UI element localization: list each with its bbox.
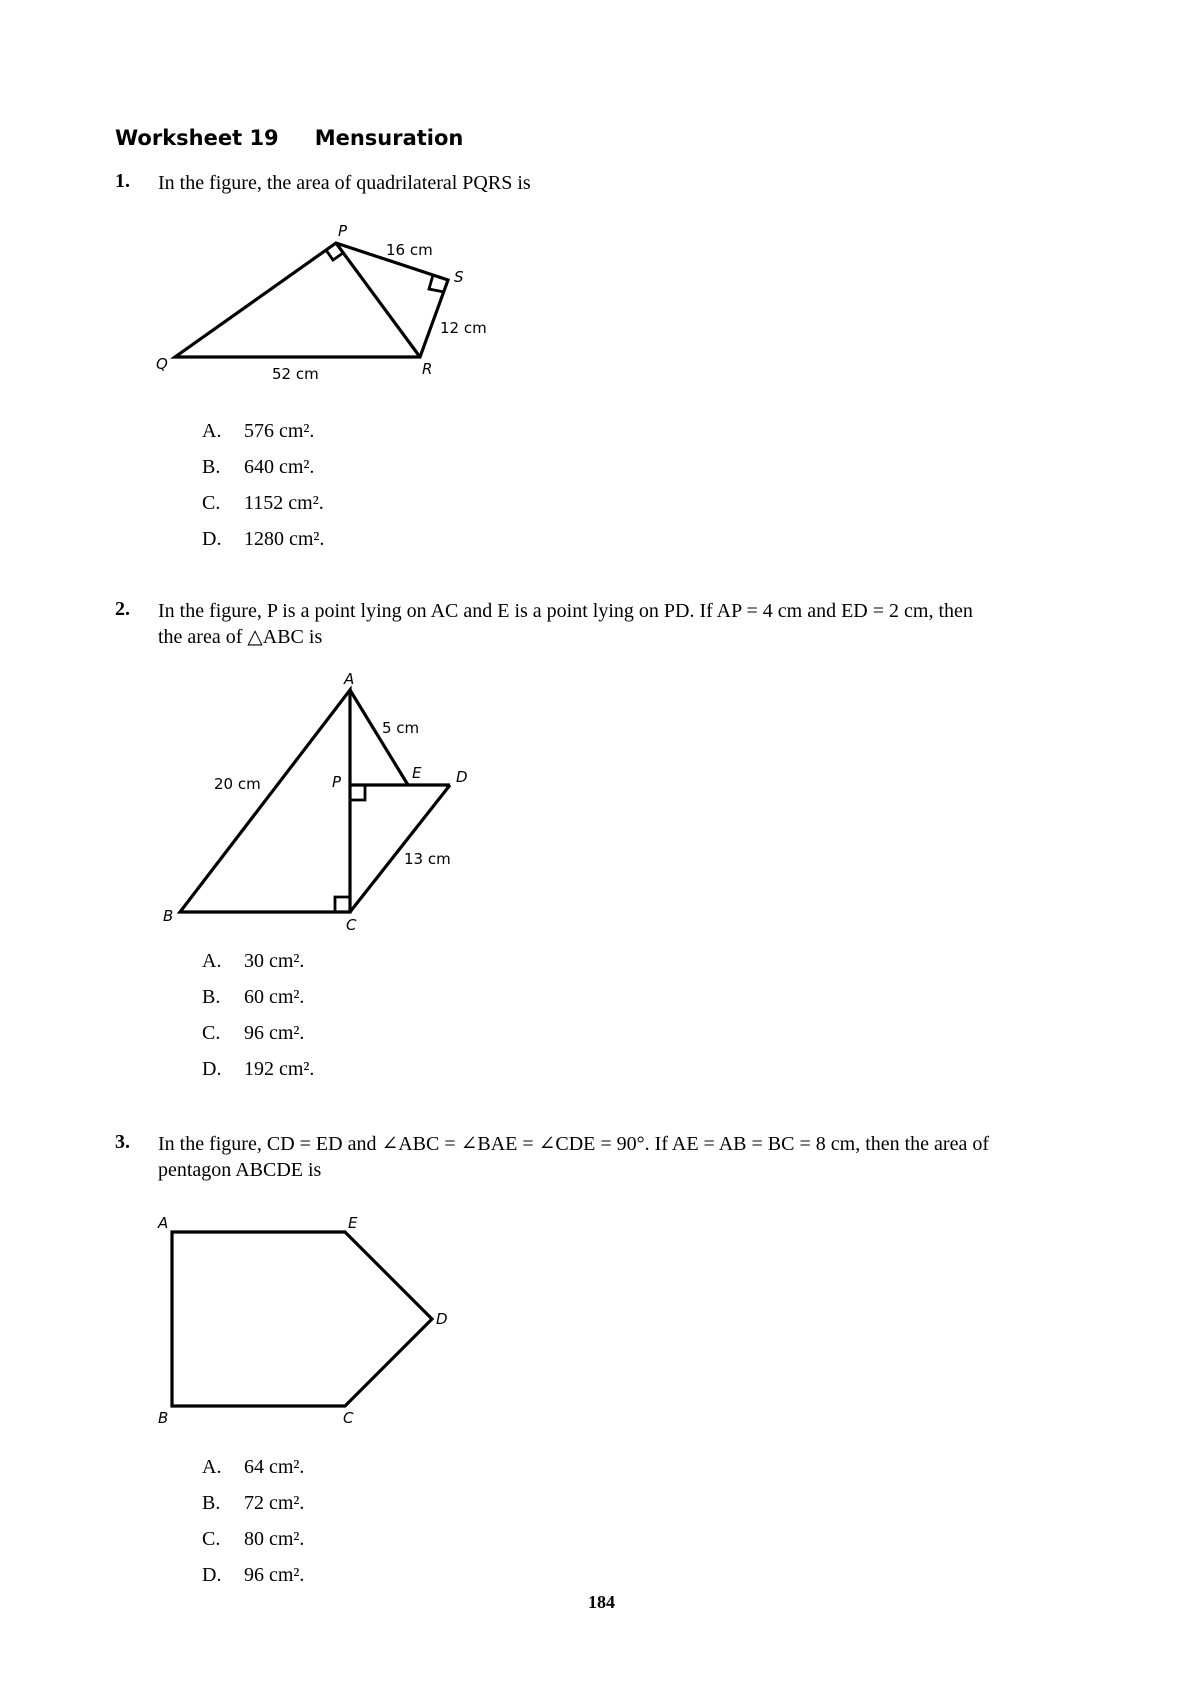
worksheet-topic: Mensuration xyxy=(314,126,464,150)
pentagon-abcde xyxy=(172,1232,432,1406)
q2-option-d[interactable]: D. 192 cm². xyxy=(202,1058,315,1080)
label-c: C xyxy=(346,916,357,934)
question-1-text: In the figure, the area of quadrilateral PQRS is xyxy=(158,172,531,194)
q2-option-c[interactable]: C. 96 cm². xyxy=(202,1022,305,1044)
question-3-text-line1: In the figure, CD = ED and ∠ABC = ∠BAE = ∠CDE = 90°. If AE = AB = BC = 8 cm, then the area of xyxy=(158,1133,990,1155)
label-r: R xyxy=(422,360,433,378)
q3-option-a[interactable]: A. 64 cm². xyxy=(202,1456,305,1478)
label-e: E xyxy=(412,764,422,782)
quadrilateral-pqrs xyxy=(175,243,448,357)
q2-option-a[interactable]: A. 30 cm². xyxy=(202,950,305,972)
question-3-number: 3. xyxy=(115,1131,130,1153)
label-s: S xyxy=(454,268,464,286)
question-3-text-line2: pentagon ABCDE is xyxy=(158,1159,322,1181)
q2-option-b[interactable]: B. 60 cm². xyxy=(202,986,305,1008)
label-e-pent: E xyxy=(348,1214,358,1232)
label-d: D xyxy=(456,768,468,786)
label-p-point: P xyxy=(332,773,342,791)
question-2-text-line1: In the figure, P is a point lying on AC and E is a point lying on PD. If AP = 4 cm and ED = 2 cm, then xyxy=(158,600,973,622)
label-d-pent: D xyxy=(436,1310,448,1328)
label-ps-length: 16 cm xyxy=(386,241,433,259)
q3-option-b[interactable]: B. 72 cm². xyxy=(202,1492,305,1514)
question-2-text-line2: the area of △ABC is xyxy=(158,626,323,648)
label-cd-length: 13 cm xyxy=(404,850,451,868)
question-1-number: 1. xyxy=(115,170,130,192)
label-ae-length: 5 cm xyxy=(382,719,420,737)
label-sr-length: 12 cm xyxy=(440,319,487,337)
q1-option-b[interactable]: B. 640 cm². xyxy=(202,456,315,478)
label-ab-length: 20 cm xyxy=(214,775,261,793)
q1-option-d[interactable]: D. 1280 cm². xyxy=(202,528,325,550)
label-c-pent: C xyxy=(343,1409,354,1427)
page-number: 184 xyxy=(588,1592,615,1612)
label-q: Q xyxy=(156,355,168,373)
question-2-number: 2. xyxy=(115,598,130,620)
q3-option-c[interactable]: C. 80 cm². xyxy=(202,1528,305,1550)
label-b: B xyxy=(163,907,174,925)
label-a-pent: A xyxy=(158,1214,169,1232)
q1-option-c[interactable]: C. 1152 cm². xyxy=(202,492,324,514)
label-b-pent: B xyxy=(158,1409,169,1427)
worksheet-number: Worksheet 19 xyxy=(115,126,279,150)
q1-option-a[interactable]: A. 576 cm². xyxy=(202,420,315,442)
label-a: A xyxy=(344,670,355,688)
q3-option-d[interactable]: D. 96 cm². xyxy=(202,1564,305,1586)
label-qr-length: 52 cm xyxy=(272,365,319,383)
label-p: P xyxy=(338,222,348,240)
